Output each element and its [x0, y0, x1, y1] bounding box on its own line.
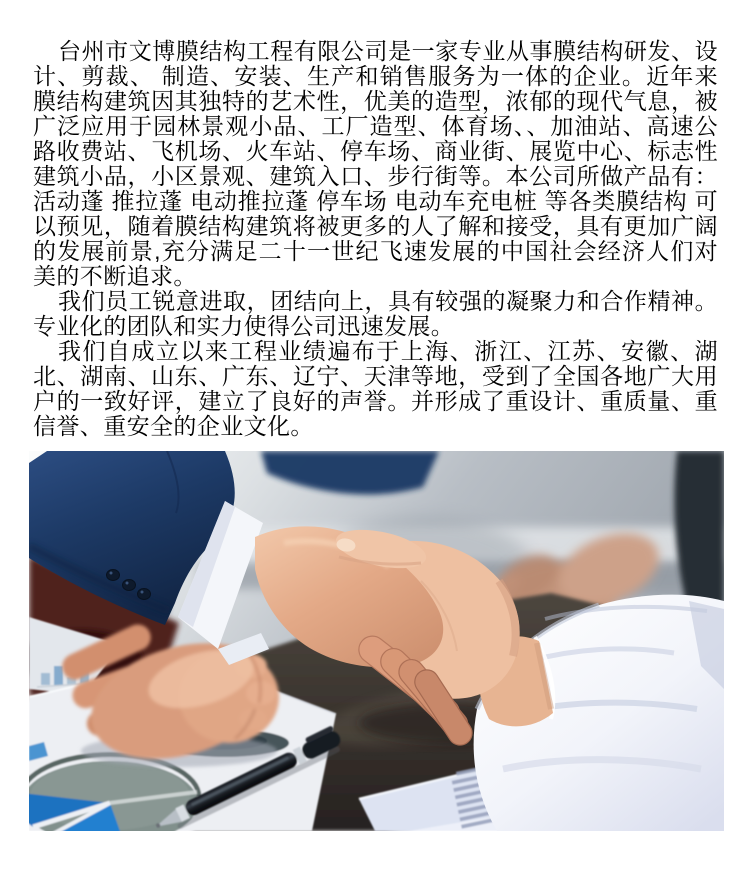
paragraph-company-overview: 台州市文博膜结构工程有限公司是一家专业从事膜结构研发、设计、剪裁、 制造、安装、生产和销售服务为一体的企业。近年来膜结构建筑因其独特的艺术性，优美的造型，浓郁的现代气息，被广泛应用于园林景观小品、工厂造型、体育场、、加油站、高速公路收费站、飞机场、火车站、停车场、商业街、展览中心、标志性建筑小品，小区景观、建筑入口、步行街等。本公司所做产品有：活动蓬 推拉蓬 电动推拉蓬 停车场 电动车充电桩 等各类膜结构 可以预见，随着膜结构建筑将被更多的人了解和接受，具有更加广阔的发展前景,充分满足二十一世纪飞速发展的中国社会经济人们对美的不断追求。	[33, 38, 718, 289]
company-intro-text	[0, 0, 750, 439]
paragraph-track-record: 我们自成立以来工程业绩遍布于上海、浙江、江苏、安徽、湖北、湖南、山东、广东、辽宁、天津等地，受到了全国各地广大用户的一致好评，建立了良好的声誉。并形成了重设计、重质量、重信誉、重安全的企业文化。	[33, 338, 718, 439]
handshake-photo	[29, 451, 724, 831]
paragraph-team-spirit: 我们员工锐意进取，团结向上，具有较强的凝聚力和合作精神。专业化的团队和实力使得公司迅速发展。	[33, 288, 718, 339]
